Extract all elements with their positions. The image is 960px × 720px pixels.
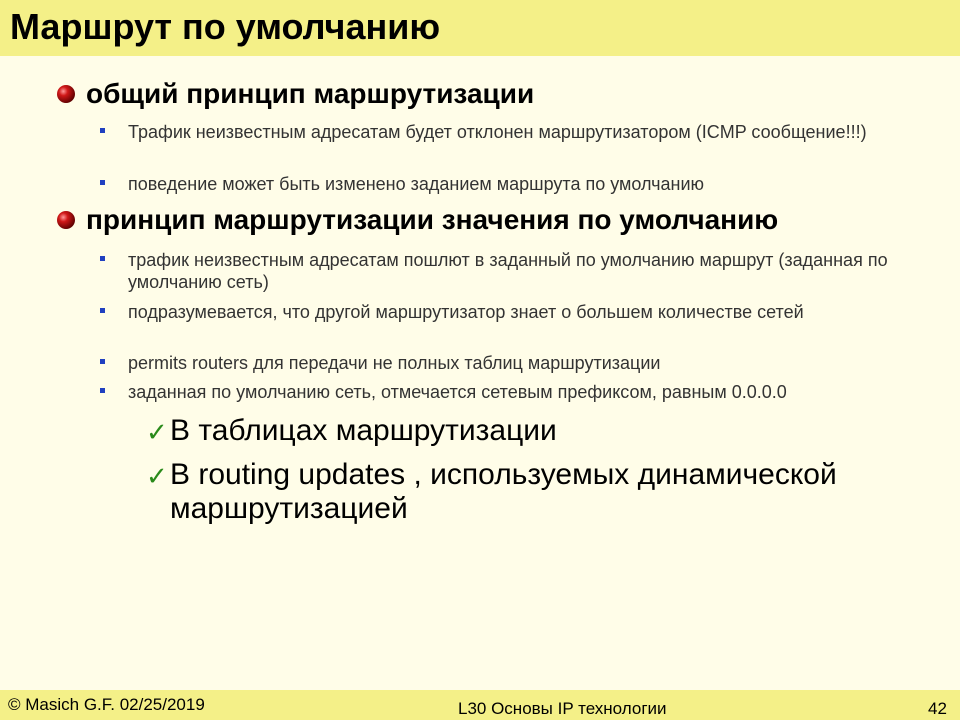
list-item-text: поведение может быть изменено заданием маршрута по умолчанию — [128, 174, 704, 194]
list-item — [98, 249, 898, 293]
list-item — [98, 352, 898, 374]
section-heading-text: принцип маршрутизации значения по умолчанию — [86, 204, 779, 235]
list-item — [98, 121, 898, 143]
list-item — [98, 381, 898, 403]
red-ball-bullet-icon — [56, 84, 76, 104]
footer-copyright: © Masich G.F. 02/25/2019 — [8, 695, 205, 714]
check-item — [146, 414, 906, 448]
list-item-text: заданная по умолчанию сеть, отмечается сетевым префиксом, равным 0.0.0.0 — [128, 382, 787, 402]
check-item-text: В таблицах маршрутизации — [170, 414, 557, 447]
list-item-text: Трафик неизвестным адресатам будет отклонен маршрутизатором (ICMP сообщение!!!) — [128, 122, 867, 142]
check-item — [146, 458, 906, 526]
list-item-text: permits routers для передачи не полных таблиц маршрутизации — [128, 353, 661, 373]
red-ball-bullet-icon — [56, 210, 76, 230]
checkmark-icon: ✓ — [146, 417, 168, 447]
square-bullet-icon — [100, 128, 105, 133]
square-bullet-icon — [100, 256, 105, 261]
square-bullet-icon — [100, 308, 105, 313]
slide-title: Маршрут по умолчанию — [10, 6, 441, 47]
section-heading-text: общий принцип маршрутизации — [86, 78, 535, 109]
checkmark-icon: ✓ — [146, 461, 168, 491]
check-item-text: В routing updates , используемых динамической маршрутизацией — [170, 458, 837, 525]
square-bullet-icon — [100, 388, 105, 393]
list-item-text: подразумевается, что другой маршрутизатор знает о большем количестве сетей — [128, 302, 804, 322]
list-item-text: трафик неизвестным адресатам пошлют в заданный по умолчанию маршрут (заданная по умолчанию сеть) — [128, 250, 888, 292]
footer-course-title: L30 Основы IP технологии — [458, 699, 667, 718]
square-bullet-icon — [100, 180, 105, 185]
list-item — [98, 173, 898, 195]
list-item — [98, 301, 898, 323]
square-bullet-icon — [100, 359, 105, 364]
page-number: 42 — [928, 699, 947, 718]
